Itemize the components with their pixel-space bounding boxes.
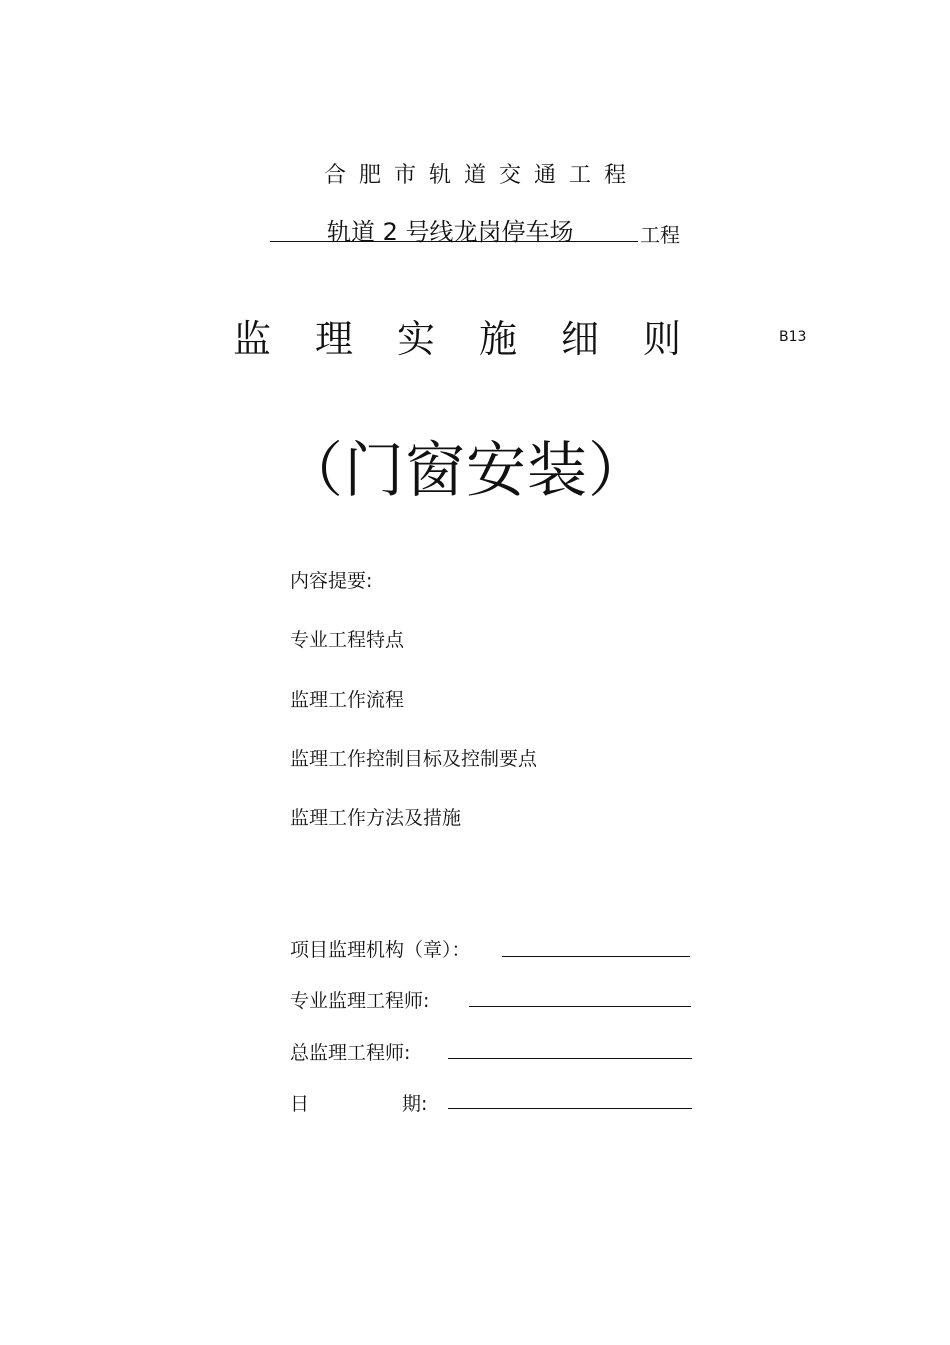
document-code: B13 bbox=[779, 329, 807, 345]
summary-item: 监理工作控制目标及控制要点 bbox=[290, 748, 538, 770]
document-title: 监理实施细则 bbox=[233, 317, 726, 361]
chief-engineer-label: 总监理工程师: bbox=[290, 1042, 411, 1064]
date-line bbox=[448, 1108, 692, 1109]
summary-item: 监理工作流程 bbox=[290, 689, 405, 711]
summary-item: 专业工程特点 bbox=[290, 629, 405, 651]
chief-engineer-line bbox=[448, 1058, 692, 1059]
specialist-engineer-line bbox=[469, 1006, 691, 1007]
summary-item: 监理工作方法及措施 bbox=[290, 807, 462, 829]
specialist-engineer-label: 专业监理工程师: bbox=[290, 990, 430, 1012]
date-label-first: 日 bbox=[290, 1093, 310, 1115]
document-subtitle: （门窗安装） bbox=[283, 436, 649, 506]
project-suffix: 工程 bbox=[640, 223, 680, 247]
org-stamp-label: 项目监理机构（章）： bbox=[290, 939, 471, 961]
project-name: 轨道 2 号线龙岗停车场 bbox=[327, 218, 574, 246]
date-label-second: 期: bbox=[402, 1093, 428, 1115]
project-name-underline bbox=[270, 241, 638, 242]
organization-header: 合肥市轨道交通工程 bbox=[323, 163, 639, 188]
org-stamp-line bbox=[502, 956, 690, 957]
summary-label: 内容提要: bbox=[290, 570, 373, 592]
